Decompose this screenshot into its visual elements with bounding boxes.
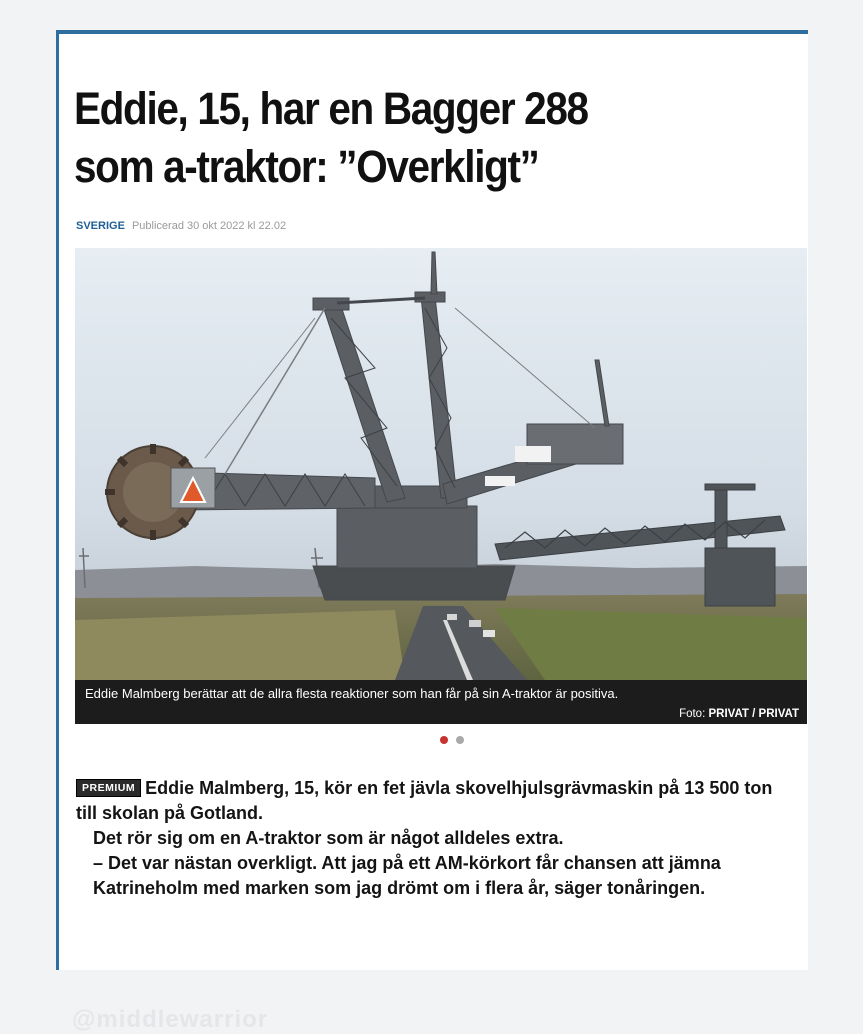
article-figure[interactable]: [75, 248, 807, 724]
excavator-photo: [75, 248, 807, 680]
article-card: [56, 30, 808, 970]
headline-line-2: som a-traktor: ”Overkligt”: [74, 141, 539, 192]
photo-credit-prefix: Foto:: [679, 708, 706, 720]
lead-paragraph: [76, 776, 796, 826]
body-paragraph-2: Det rör sig om en A-traktor som är något alldeles extra.: [93, 828, 564, 848]
lead-text: Eddie Malmberg, 15, kör en fet jävla skovelhjulsgrävmaskin på 13 500 ton till skolan på Gotland.: [76, 778, 773, 823]
premium-badge: PREMIUM: [76, 779, 141, 797]
headline: [74, 80, 722, 196]
body-paragraph-3: – Det var nästan overkligt. Att jag på ett AM-körkort får chansen att jämna Katrineholm med marken som jag drömt om i flera år, säger tonåringen.: [93, 853, 721, 898]
carousel-dots: [440, 736, 464, 744]
image-caption: [75, 680, 807, 724]
article-meta: [76, 220, 286, 232]
photo-credit-name: PRIVAT / PRIVAT: [708, 708, 799, 720]
publish-date: Publicerad 30 okt 2022 kl 22.02: [131, 220, 287, 232]
caption-text: Eddie Malmberg berättar att de allra flesta reaktioner som han får på sin A-traktor är positiva.: [85, 686, 619, 701]
carousel-dot-2[interactable]: [456, 736, 464, 744]
carousel-dot-1[interactable]: [440, 736, 448, 744]
headline-line-1: Eddie, 15, har en Bagger 288: [74, 83, 588, 134]
article-body: [76, 776, 796, 901]
watermark: @middlewarrior: [72, 1006, 269, 1033]
photo-credit: [679, 708, 799, 720]
section-link[interactable]: SVERIGE: [76, 220, 125, 232]
